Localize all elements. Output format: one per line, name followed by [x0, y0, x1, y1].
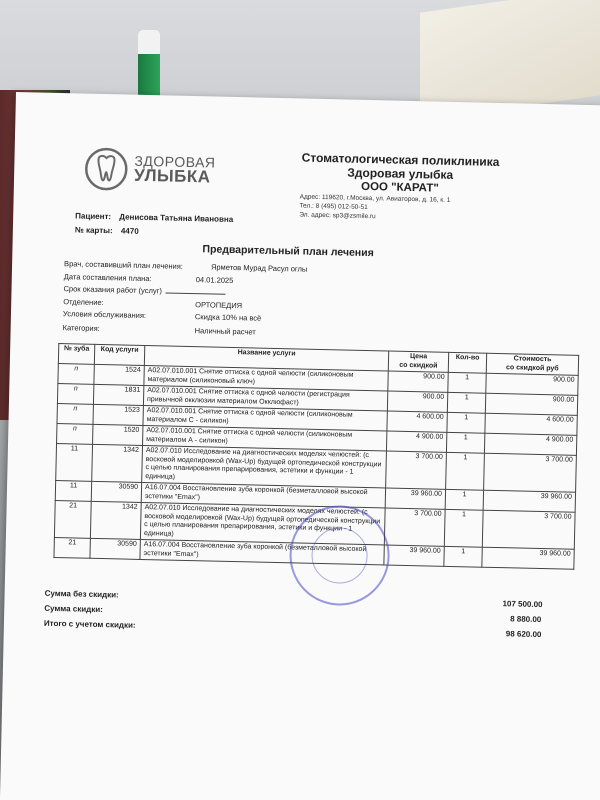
total-no-discount-label: Сумма без скидки:	[44, 588, 119, 600]
clinic-name-line1: Стоматологическая поликлиника	[301, 150, 500, 169]
header-price-line2: со скидкой	[399, 361, 438, 370]
date-label: Дата составления плана:	[63, 272, 152, 284]
card-label: № карты:	[74, 225, 113, 236]
cell-code: 1342	[90, 501, 141, 539]
header-tooth: № зуба	[58, 344, 94, 365]
clinic-name-line2: Здоровая улыбка	[347, 165, 454, 182]
category-row	[62, 323, 256, 337]
clinic-phone: Тел.: 8 (495) 012-50-51	[299, 202, 368, 212]
cell-tooth: п	[57, 384, 93, 405]
header-service: Название услуги	[144, 345, 388, 371]
doctor-name: Ярметов Мурад Расул оглы	[210, 262, 308, 274]
cell-price: 900.00	[388, 371, 448, 392]
cell-cost: 4 900.00	[484, 433, 576, 455]
clinic-stamp-inner-ring	[311, 527, 368, 584]
cell-price: 39 960.00	[384, 545, 444, 566]
conditions-label: Условия обслуживания:	[62, 309, 147, 321]
cell-qty: 1	[448, 372, 486, 393]
cell-price: 4 600.00	[387, 411, 447, 432]
date-row	[63, 272, 234, 285]
cell-code: 1523	[93, 404, 143, 425]
cell-service: A02.07.010 Исследование на диагностических моделях челюстей: (с восковой моделировкой (Wax-Up) будущей ортопедической конструкции с целью планирования препарирования, эстетики и функции - 1 единица)	[142, 445, 387, 488]
tooth-icon	[84, 144, 129, 195]
cell-tooth: п	[57, 404, 93, 425]
cell-code: 1520	[93, 424, 143, 445]
cell-cost: 3 700.00	[482, 510, 575, 549]
cell-tooth: 11	[55, 481, 91, 502]
company-name: ООО "КАРАТ"	[360, 180, 439, 195]
cell-cost: 4 600.00	[485, 413, 577, 435]
dept-label: Отделение:	[63, 297, 104, 308]
total-final-value: 98 620.00	[505, 629, 542, 640]
cell-tooth: п	[57, 424, 93, 445]
cell-service: A02.07.010.001 Снятие оттиска с одной челюсти (силиконовым материалом С - силикон)	[143, 405, 387, 431]
cell-code: 1524	[94, 364, 144, 385]
cell-qty: 1	[445, 489, 483, 510]
cell-cost: 900.00	[485, 393, 577, 415]
cell-service: A16.07.004 Восстановление зуба коронкой (безметалловой высокой эстетики "Emax")	[141, 482, 385, 508]
clinic-address: Адрес: 119620, г.Москва, ул. Авиаторов, д. 16, к. 1	[299, 193, 451, 204]
total-final-label: Итого с учетом скидки:	[43, 618, 136, 630]
cell-service: A02.07.010 Исследование на диагностических моделях челюстей: (с восковой моделировкой (Wax-Up) будущей ортопедической конструкции с целью планирования препарирования, эстетики и функции - 1 единица)	[140, 502, 385, 545]
header-cost-line1: Стоимость	[513, 355, 552, 364]
plan-date: 04.01.2025	[195, 275, 234, 285]
eraser	[138, 30, 160, 54]
cell-qty: 1	[444, 546, 482, 567]
clinic-header	[290, 150, 511, 197]
cell-service: A02.07.010.001 Снятие оттиска с одной челюсти (силиконовым материалом (силиконовый ключ)	[144, 365, 388, 391]
term-label: Срок оказания работ (услуг)	[63, 284, 162, 296]
card-number: 4470	[120, 226, 139, 236]
logo-text-line1: ЗДОРОВАЯ	[134, 152, 216, 171]
header-qty: Кол-во	[448, 352, 486, 373]
conditions-value: Скидка 10% на всё	[194, 312, 262, 323]
cell-price: 3 700.00	[386, 451, 447, 489]
cell-code: 1831	[93, 384, 143, 405]
cell-code: 30590	[91, 481, 141, 502]
clinic-stamp	[288, 504, 390, 606]
patient-name: Денисова Татьяна Ивановна	[119, 212, 234, 224]
cell-cost: 39 960.00	[483, 490, 575, 512]
conditions-row	[62, 309, 262, 323]
cell-cost: 900.00	[486, 373, 578, 395]
clinic-logo	[84, 144, 225, 197]
cell-price: 900.00	[387, 391, 447, 412]
patient-label: Пациент:	[75, 211, 112, 222]
header-cost-line2: со скидкой руб	[506, 363, 559, 372]
logo-text-line2: УЛЫБКА	[133, 165, 211, 187]
cell-price: 4 900.00	[386, 431, 446, 452]
cell-qty: 1	[444, 509, 483, 547]
cell-price: 39 960.00	[385, 488, 445, 509]
header-price-line1: Цена	[409, 353, 428, 361]
card-row	[75, 225, 139, 235]
category-value: Наличный расчет	[194, 326, 256, 337]
plan-title: Предварительный план лечения	[202, 243, 374, 260]
cell-qty: 1	[446, 452, 485, 490]
cell-service: A16.07.004 Восстановление зуба коронкой (безметалловой высокой эстетики "Emax")	[140, 539, 384, 565]
cell-service: A02.07.010.001 Снятие оттиска с одной челюсти (регистрация привычной окклюзии материалом Окклюфаст)	[143, 385, 387, 411]
cell-cost: 39 960.00	[482, 547, 574, 569]
cell-qty: 1	[447, 392, 485, 413]
patient-row	[75, 211, 233, 224]
total-discount-label: Сумма скидки:	[44, 603, 103, 615]
cell-price: 3 700.00	[384, 508, 445, 546]
cell-tooth: 21	[54, 537, 90, 558]
cell-tooth: п	[58, 364, 94, 385]
dept-row	[63, 297, 243, 311]
cell-code: 30590	[90, 538, 140, 559]
cell-qty: 1	[447, 412, 485, 433]
total-discount-value: 8 880.00	[510, 614, 542, 625]
category-label: Категория:	[62, 323, 100, 333]
cell-tooth: 21	[54, 500, 91, 538]
clinic-email: Эл. адрес: sp3@zsmile.ru	[299, 211, 376, 221]
cell-cost: 3 700.00	[484, 453, 577, 492]
cell-code: 1342	[92, 444, 143, 482]
header-price	[388, 351, 448, 372]
dept-value: ОРТОПЕДИЯ	[195, 300, 243, 311]
clinic-contacts	[299, 192, 450, 222]
cell-tooth: 11	[56, 444, 93, 482]
cell-qty: 1	[446, 432, 484, 453]
term-blank-line	[166, 292, 226, 294]
header-cost	[486, 353, 578, 375]
term-row	[63, 284, 226, 297]
total-no-discount-value: 107 500.00	[502, 599, 543, 610]
treatment-plan-document	[0, 92, 600, 800]
doctor-label: Врач, составивший план лечения:	[64, 259, 184, 271]
doctor-row	[64, 259, 307, 274]
header-code: Код услуги	[94, 344, 144, 365]
cell-service: A02.07.010.001 Снятие оттиска с одной челюсти (силиконовым материалом А - силикон)	[143, 425, 387, 451]
